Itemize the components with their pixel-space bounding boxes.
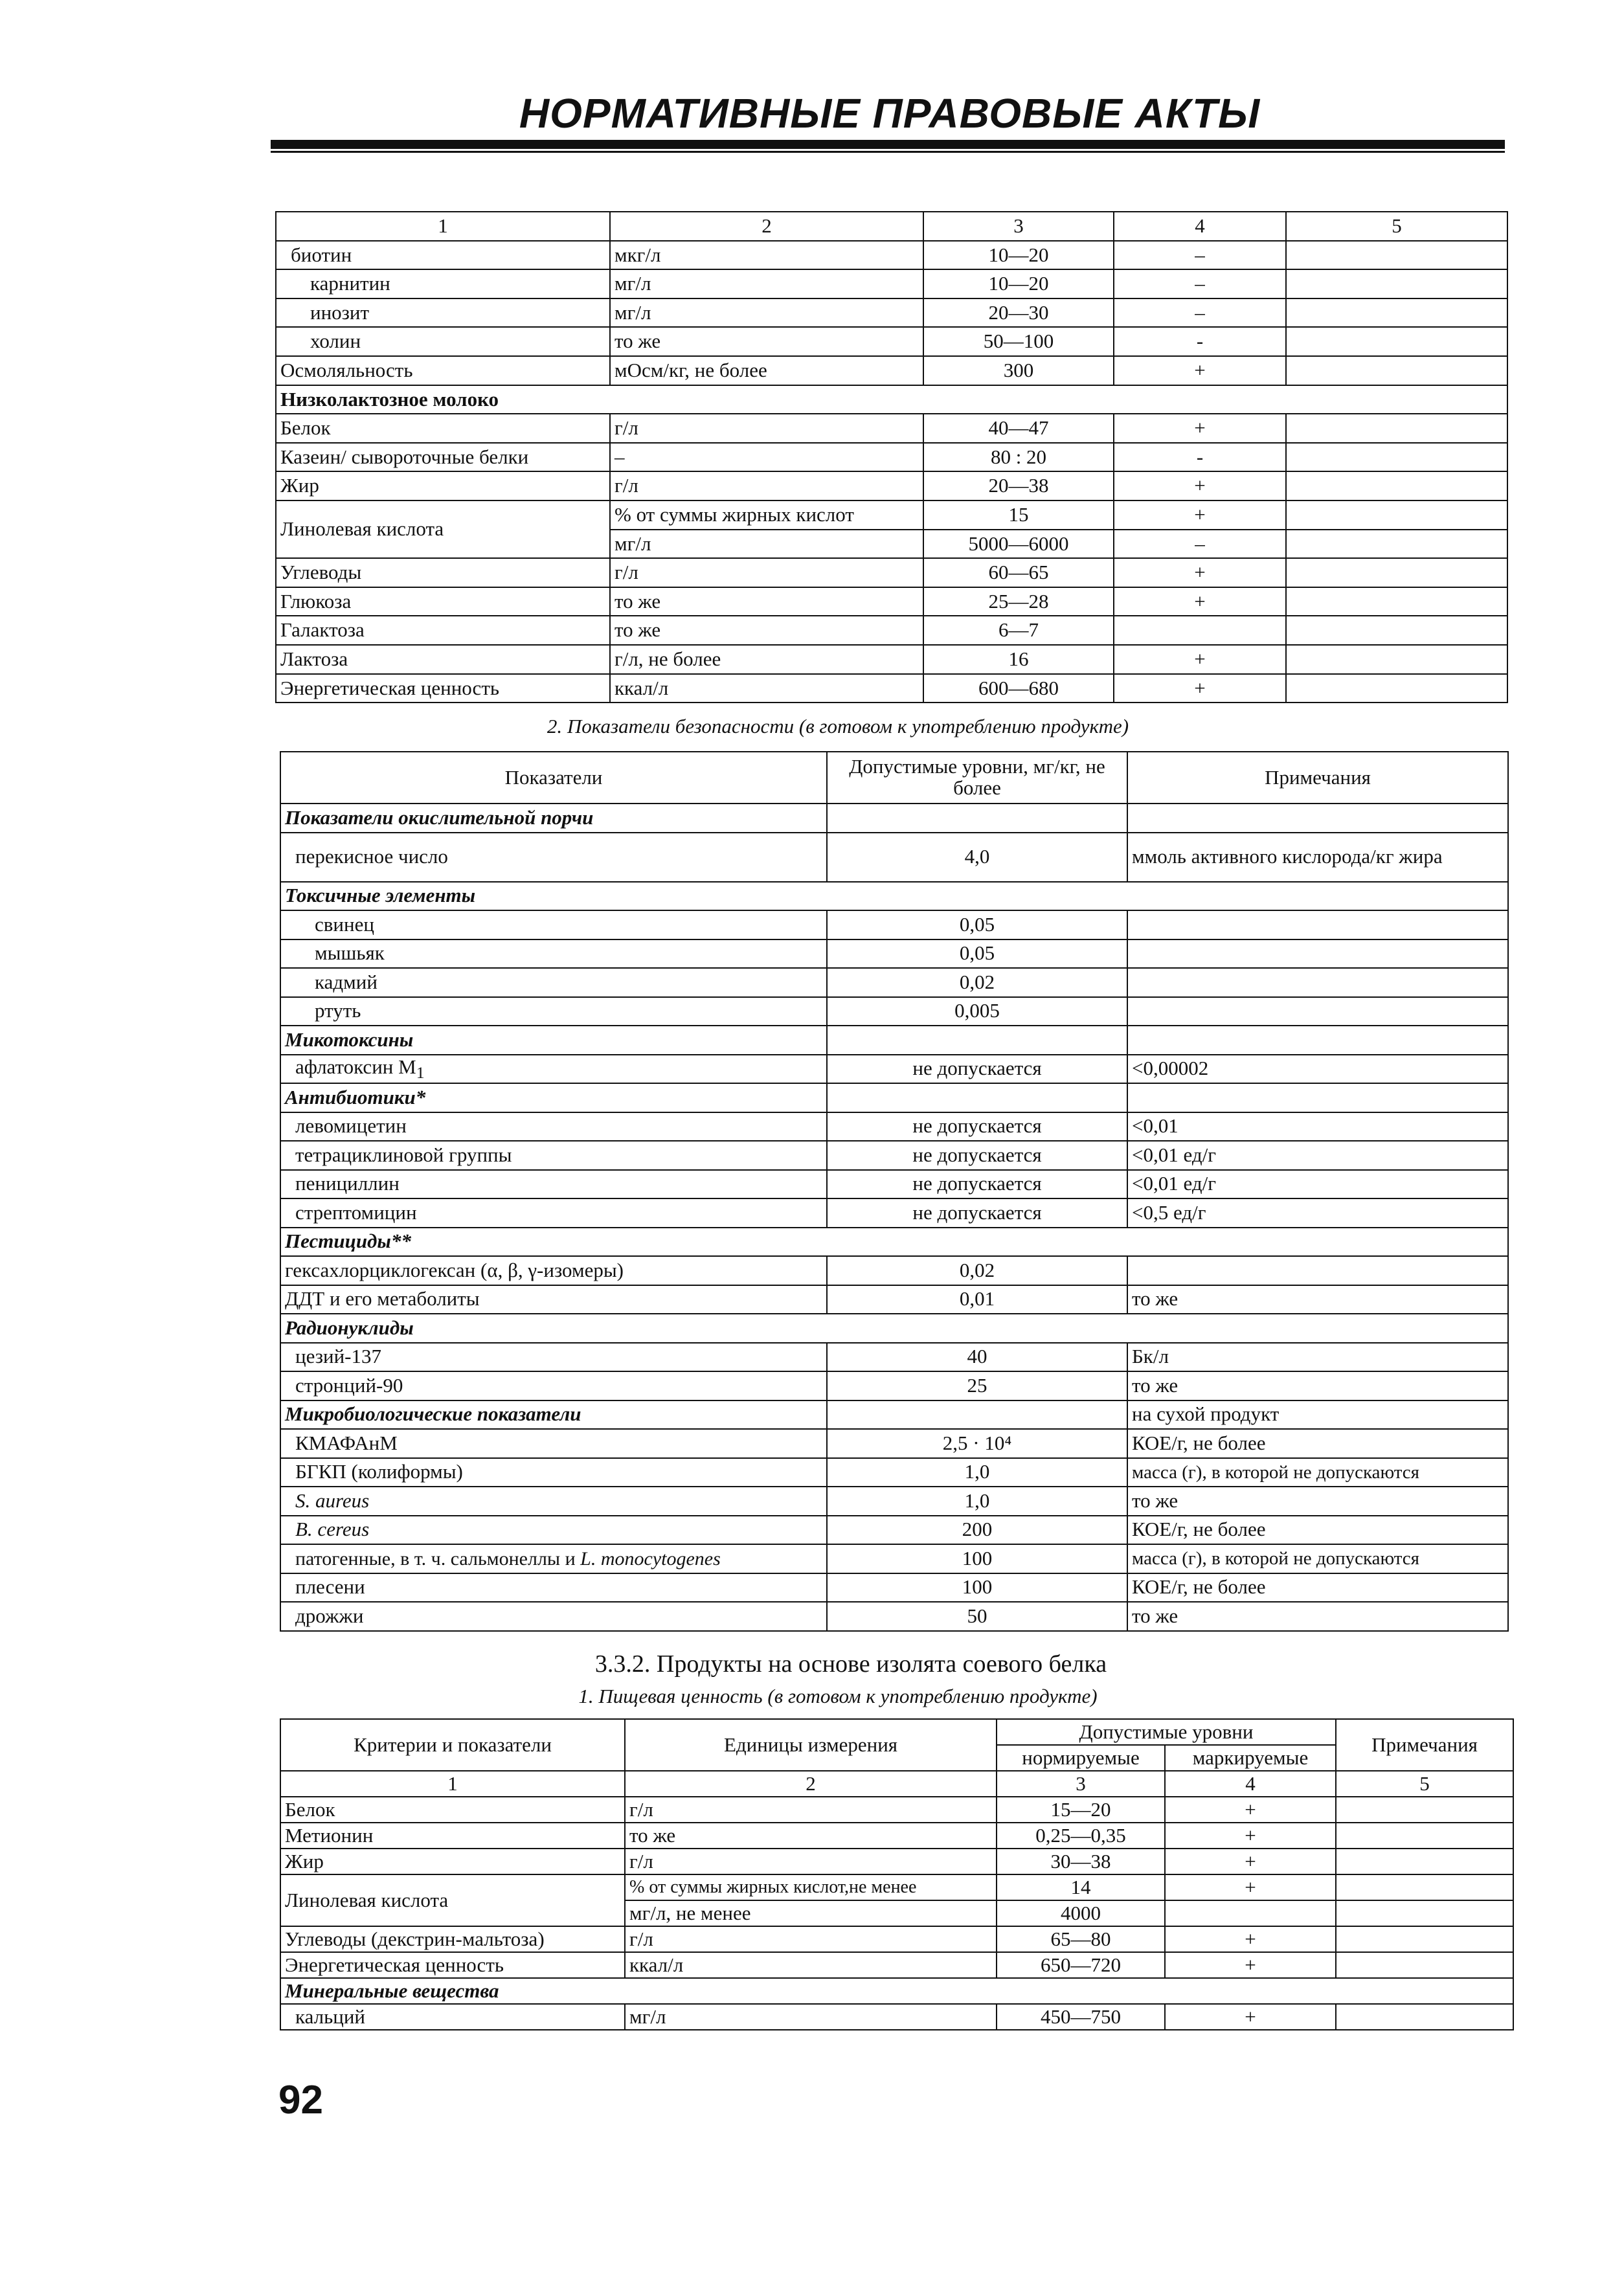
cell: инозит: [276, 298, 610, 328]
cell: Энергетическая ценность: [280, 1952, 625, 1978]
cell: [1127, 804, 1508, 833]
table-row: [276, 500, 1507, 530]
header-cell: Критерии и показатели: [280, 1719, 625, 1771]
cell: [1165, 1900, 1336, 1926]
cell: B. cereus: [280, 1516, 827, 1545]
cell: 20—30: [923, 298, 1114, 328]
cell: 4,0: [827, 833, 1127, 882]
cell: -: [1114, 327, 1286, 356]
table-header-row: [276, 212, 1507, 241]
cell: [1286, 500, 1507, 530]
cell: Глюкоза: [276, 587, 610, 616]
table-row: [280, 1516, 1508, 1545]
section-row: [280, 882, 1508, 911]
table-row: [280, 1458, 1508, 1487]
table-caption-nutrition: 1. Пищевая ценность (в готовом к употреблению продукте): [578, 1685, 1098, 1707]
cell: Бк/л: [1127, 1343, 1508, 1372]
cell: то же: [1127, 1602, 1508, 1631]
col-number: 5: [1336, 1771, 1513, 1797]
table-header-row: [280, 1719, 1513, 1745]
cell: +: [1114, 674, 1286, 703]
section-row: [280, 1083, 1508, 1112]
table-row: [276, 587, 1507, 616]
cell: –: [1114, 530, 1286, 559]
cell: [1286, 530, 1507, 559]
cell: 25: [827, 1371, 1127, 1400]
cell: то же: [610, 587, 923, 616]
cell: [1336, 1823, 1513, 1849]
table-row: [276, 269, 1507, 298]
section-title: Радионуклиды: [280, 1314, 1508, 1343]
cell: на сухой продукт: [1127, 1400, 1508, 1430]
pathogen-label: патогенные, в т. ч. сальмонеллы и: [295, 1547, 581, 1569]
cell: [1127, 1083, 1508, 1112]
aflatoxin-subscript: 1: [416, 1063, 425, 1082]
cell: г/л: [610, 558, 923, 587]
cell: 0,01: [827, 1285, 1127, 1314]
cell: то же: [610, 327, 923, 356]
cell: г/л: [610, 471, 923, 500]
table-row: [280, 1198, 1508, 1228]
cell: 15—20: [997, 1797, 1165, 1823]
cell: то же: [610, 616, 923, 645]
cell: Казеин/ сывороточные белки: [276, 443, 610, 472]
col-number: 1: [280, 1771, 625, 1797]
cell: +: [1114, 500, 1286, 530]
cell: 0,25—0,35: [997, 1823, 1165, 1849]
cell: Жир: [276, 471, 610, 500]
cell: плесени: [280, 1573, 827, 1603]
cell: [1286, 645, 1507, 674]
cell: мг/л: [625, 2004, 997, 2030]
col-number: 2: [625, 1771, 997, 1797]
cell: [1286, 414, 1507, 443]
cell: г/л, не более: [610, 645, 923, 674]
col-number: 4: [1114, 212, 1286, 241]
cell: +: [1165, 1797, 1336, 1823]
cell: то же: [1127, 1371, 1508, 1400]
cell: % от суммы жирных кислот,не менее: [625, 1874, 997, 1900]
cell: дрожжи: [280, 1602, 827, 1631]
col-number: 3: [997, 1771, 1165, 1797]
cell: S. aureus: [280, 1487, 827, 1516]
cell: [1286, 356, 1507, 385]
cell: [1336, 2004, 1513, 2030]
nutrition-table-continued: [275, 211, 1508, 703]
cell: ртуть: [280, 997, 827, 1026]
cell: +: [1165, 1823, 1336, 1849]
cell: <0,01: [1127, 1112, 1508, 1142]
header-cell: маркируемые: [1165, 1745, 1336, 1771]
cell: Энергетическая ценность: [276, 674, 610, 703]
cell: Белок: [280, 1797, 625, 1823]
cell: Линолевая кислота: [276, 500, 610, 558]
cell: 5000—6000: [923, 530, 1114, 559]
col-number: 1: [276, 212, 610, 241]
cell: –: [610, 443, 923, 472]
cell: [1127, 1026, 1508, 1055]
col-number: 2: [610, 212, 923, 241]
cell: [280, 1055, 827, 1084]
cell: [1336, 1952, 1513, 1978]
cell: +: [1114, 558, 1286, 587]
table-row: [280, 1371, 1508, 1400]
cell: Углеводы (декстрин-мальтоза): [280, 1926, 625, 1952]
table-header-row: [280, 1771, 1513, 1797]
cell: КОЕ/г, не более: [1127, 1429, 1508, 1458]
cell: [827, 804, 1127, 833]
cell: –: [1114, 298, 1286, 328]
table-row: [276, 414, 1507, 443]
cell: не допускается: [827, 1141, 1127, 1170]
cell: гексахлорциклогексан (α, β, γ-изомеры): [280, 1256, 827, 1285]
cell: 200: [827, 1516, 1127, 1545]
header-rule: [271, 140, 1505, 149]
header-cell: Допустимые уровни, мг/кг, не более: [827, 752, 1127, 804]
table-caption-safety: 2. Показатели безопасности (в готовом к употреблению продукте): [547, 715, 1129, 737]
table-row: [280, 1112, 1508, 1142]
cell: <0,01 ед/г: [1127, 1170, 1508, 1199]
table-row: [280, 1952, 1513, 1978]
col-number: 4: [1165, 1771, 1336, 1797]
cell: [1286, 616, 1507, 645]
cell: [1286, 587, 1507, 616]
cell: стронций-90: [280, 1371, 827, 1400]
cell: 0,05: [827, 939, 1127, 969]
cell: КМАФАнМ: [280, 1429, 827, 1458]
cell: перекисное число: [280, 833, 827, 882]
table-row: [280, 1602, 1508, 1631]
cell: цезий-137: [280, 1343, 827, 1372]
cell: 450—750: [997, 2004, 1165, 2030]
cell: [1286, 241, 1507, 270]
cell: масса (г), в которой не допускаются: [1127, 1458, 1508, 1487]
cell: +: [1114, 414, 1286, 443]
table-row: [276, 443, 1507, 472]
cell: [1286, 471, 1507, 500]
cell: 10—20: [923, 241, 1114, 270]
table-row: [280, 1544, 1508, 1573]
cell: 25—28: [923, 587, 1114, 616]
cell: 1,0: [827, 1458, 1127, 1487]
header-cell: Единицы измерения: [625, 1719, 997, 1771]
col-number: 3: [923, 212, 1114, 241]
cell: масса (г), в которой не допускаются: [1127, 1544, 1508, 1573]
cell: мг/л, не менее: [625, 1900, 997, 1926]
section-row: [276, 385, 1507, 414]
cell: г/л: [625, 1926, 997, 1952]
cell: [1286, 327, 1507, 356]
cell: г/л: [625, 1849, 997, 1874]
cell: ккал/л: [625, 1952, 997, 1978]
table-row: [280, 1170, 1508, 1199]
cell: +: [1165, 1952, 1336, 1978]
cell: тетрациклиновой группы: [280, 1141, 827, 1170]
cell: Галактоза: [276, 616, 610, 645]
cell: карнитин: [276, 269, 610, 298]
cell: <0,00002: [1127, 1055, 1508, 1084]
table-row: [280, 1487, 1508, 1516]
header-rule-thin: [271, 151, 1505, 153]
table-row: [280, 968, 1508, 997]
table-row: [280, 1797, 1513, 1823]
cell: г/л: [610, 414, 923, 443]
cell: 30—38: [997, 1849, 1165, 1874]
cell: мг/л: [610, 530, 923, 559]
cell: ккал/л: [610, 674, 923, 703]
table-row: [280, 1285, 1508, 1314]
cell: ДДТ и его метаболиты: [280, 1285, 827, 1314]
cell: [1286, 558, 1507, 587]
cell: [827, 1026, 1127, 1055]
aflatoxin-label: афлатоксин M: [295, 1055, 416, 1078]
table-row: [280, 997, 1508, 1026]
cell: <0,01 ед/г: [1127, 1141, 1508, 1170]
cell: [280, 1544, 827, 1573]
section-row: [280, 1978, 1513, 2004]
cell: 16: [923, 645, 1114, 674]
cell: биотин: [276, 241, 610, 270]
cell: не допускается: [827, 1170, 1127, 1199]
cell: 65—80: [997, 1926, 1165, 1952]
cell: левомицетин: [280, 1112, 827, 1142]
section-title: Показатели окислительной порчи: [280, 804, 827, 833]
cell: +: [1165, 1874, 1336, 1900]
cell: +: [1114, 471, 1286, 500]
cell: 4000: [997, 1900, 1165, 1926]
cell: 40: [827, 1343, 1127, 1372]
table-row: [276, 327, 1507, 356]
cell: 50: [827, 1602, 1127, 1631]
section-row: [280, 804, 1508, 833]
cell: [1286, 443, 1507, 472]
cell: пенициллин: [280, 1170, 827, 1199]
page-number: 92: [278, 2078, 323, 2122]
cell: +: [1114, 645, 1286, 674]
cell: [1336, 1874, 1513, 1900]
cell: 2,5 · 10⁴: [827, 1429, 1127, 1458]
cell: не допускается: [827, 1198, 1127, 1228]
cell: Углеводы: [276, 558, 610, 587]
cell: то же: [1127, 1285, 1508, 1314]
cell: 6—7: [923, 616, 1114, 645]
table-row: [276, 298, 1507, 328]
cell: [1286, 269, 1507, 298]
cell: стрептомицин: [280, 1198, 827, 1228]
cell: 20—38: [923, 471, 1114, 500]
table-row: [280, 1874, 1513, 1900]
cell: холин: [276, 327, 610, 356]
cell: +: [1114, 356, 1286, 385]
section-title: Микотоксины: [280, 1026, 827, 1055]
table-row: [280, 1926, 1513, 1952]
cell: 80 : 20: [923, 443, 1114, 472]
cell: Осмоляльность: [276, 356, 610, 385]
cell: -: [1114, 443, 1286, 472]
cell: мышьяк: [280, 939, 827, 969]
header-cell: Допустимые уровни: [997, 1719, 1336, 1745]
table-row: [276, 356, 1507, 385]
soy-nutrition-table: [280, 1718, 1514, 2030]
cell: 0,02: [827, 1256, 1127, 1285]
cell: Лактоза: [276, 645, 610, 674]
cell: [1336, 1926, 1513, 1952]
header-cell: Примечания: [1127, 752, 1508, 804]
table-row: [276, 471, 1507, 500]
cell: [1127, 939, 1508, 969]
cell: [827, 1400, 1127, 1430]
section-title: Микробиологические показатели: [280, 1400, 827, 1430]
section-title: Токсичные элементы: [280, 882, 1508, 911]
header-cell: нормируемые: [997, 1745, 1165, 1771]
cell: [827, 1083, 1127, 1112]
running-header: НОРМАТИВНЫЕ ПРАВОВЫЕ АКТЫ: [519, 90, 1261, 137]
section-row: [280, 1400, 1508, 1430]
cell: кадмий: [280, 968, 827, 997]
cell: [1336, 1849, 1513, 1874]
cell: кальций: [280, 2004, 625, 2030]
cell: 0,02: [827, 968, 1127, 997]
cell: мг/л: [610, 298, 923, 328]
cell: +: [1165, 2004, 1336, 2030]
table-header-row: [280, 752, 1508, 804]
table-row: [280, 1429, 1508, 1458]
cell: +: [1114, 587, 1286, 616]
cell: 14: [997, 1874, 1165, 1900]
table-row: [276, 645, 1507, 674]
cell: 0,05: [827, 910, 1127, 939]
cell: Белок: [276, 414, 610, 443]
cell: 50—100: [923, 327, 1114, 356]
table-row: [276, 558, 1507, 587]
cell: БГКП (колиформы): [280, 1458, 827, 1487]
table-row: [280, 2004, 1513, 2030]
table-row: [280, 833, 1508, 882]
cell: свинец: [280, 910, 827, 939]
cell: Жир: [280, 1849, 625, 1874]
cell: % от суммы жирных кислот: [610, 500, 923, 530]
section-title: Пестициды**: [280, 1228, 1508, 1257]
cell: <0,5 ед/г: [1127, 1198, 1508, 1228]
cell: +: [1165, 1849, 1336, 1874]
header-cell: Показатели: [280, 752, 827, 804]
table-row: [280, 1849, 1513, 1874]
cell: КОЕ/г, не более: [1127, 1573, 1508, 1603]
cell: [1286, 674, 1507, 703]
cell: [1114, 616, 1286, 645]
table-row: [276, 616, 1507, 645]
header-cell: Примечания: [1336, 1719, 1513, 1771]
cell: –: [1114, 241, 1286, 270]
cell: –: [1114, 269, 1286, 298]
cell: [1127, 910, 1508, 939]
cell: 0,005: [827, 997, 1127, 1026]
cell: 15: [923, 500, 1114, 530]
col-number: 5: [1286, 212, 1507, 241]
table-row: [280, 1343, 1508, 1372]
cell: [1336, 1797, 1513, 1823]
section-title: Антибиотики*: [280, 1083, 827, 1112]
table-row: [280, 910, 1508, 939]
cell: не допускается: [827, 1112, 1127, 1142]
cell: мкг/л: [610, 241, 923, 270]
section-title: Минеральные вещества: [280, 1978, 1513, 2004]
cell: 650—720: [997, 1952, 1165, 1978]
cell: КОЕ/г, не более: [1127, 1516, 1508, 1545]
cell: Метионин: [280, 1823, 625, 1849]
pathogen-species: L. monocytogenes: [580, 1547, 721, 1569]
safety-table: [280, 751, 1509, 1632]
table-row: [276, 241, 1507, 270]
cell: [1127, 997, 1508, 1026]
table-row: [276, 674, 1507, 703]
cell: то же: [625, 1823, 997, 1849]
table-row: [280, 1256, 1508, 1285]
table-row: [280, 1055, 1508, 1084]
cell: 100: [827, 1573, 1127, 1603]
cell: +: [1165, 1926, 1336, 1952]
cell: 300: [923, 356, 1114, 385]
cell: [1336, 1900, 1513, 1926]
cell: ммоль активного кислорода/кг жира: [1127, 833, 1508, 882]
cell: г/л: [625, 1797, 997, 1823]
cell: 600—680: [923, 674, 1114, 703]
cell: [1286, 298, 1507, 328]
section-heading: 3.3.2. Продукты на основе изолята соевого белка: [594, 1650, 1107, 1678]
section-title: Низколактозное молоко: [276, 385, 1507, 414]
section-row: [280, 1026, 1508, 1055]
cell: мОсм/кг, не более: [610, 356, 923, 385]
section-row: [280, 1228, 1508, 1257]
table-row: [280, 1823, 1513, 1849]
table-row: [280, 939, 1508, 969]
cell: Линолевая кислота: [280, 1874, 625, 1926]
cell: 1,0: [827, 1487, 1127, 1516]
cell: [1127, 1256, 1508, 1285]
section-row: [280, 1314, 1508, 1343]
cell: мг/л: [610, 269, 923, 298]
table-row: [280, 1141, 1508, 1170]
cell: [1127, 968, 1508, 997]
table-row: [280, 1573, 1508, 1603]
cell: 60—65: [923, 558, 1114, 587]
cell: 10—20: [923, 269, 1114, 298]
cell: 100: [827, 1544, 1127, 1573]
cell: то же: [1127, 1487, 1508, 1516]
cell: не допускается: [827, 1055, 1127, 1084]
cell: 40—47: [923, 414, 1114, 443]
